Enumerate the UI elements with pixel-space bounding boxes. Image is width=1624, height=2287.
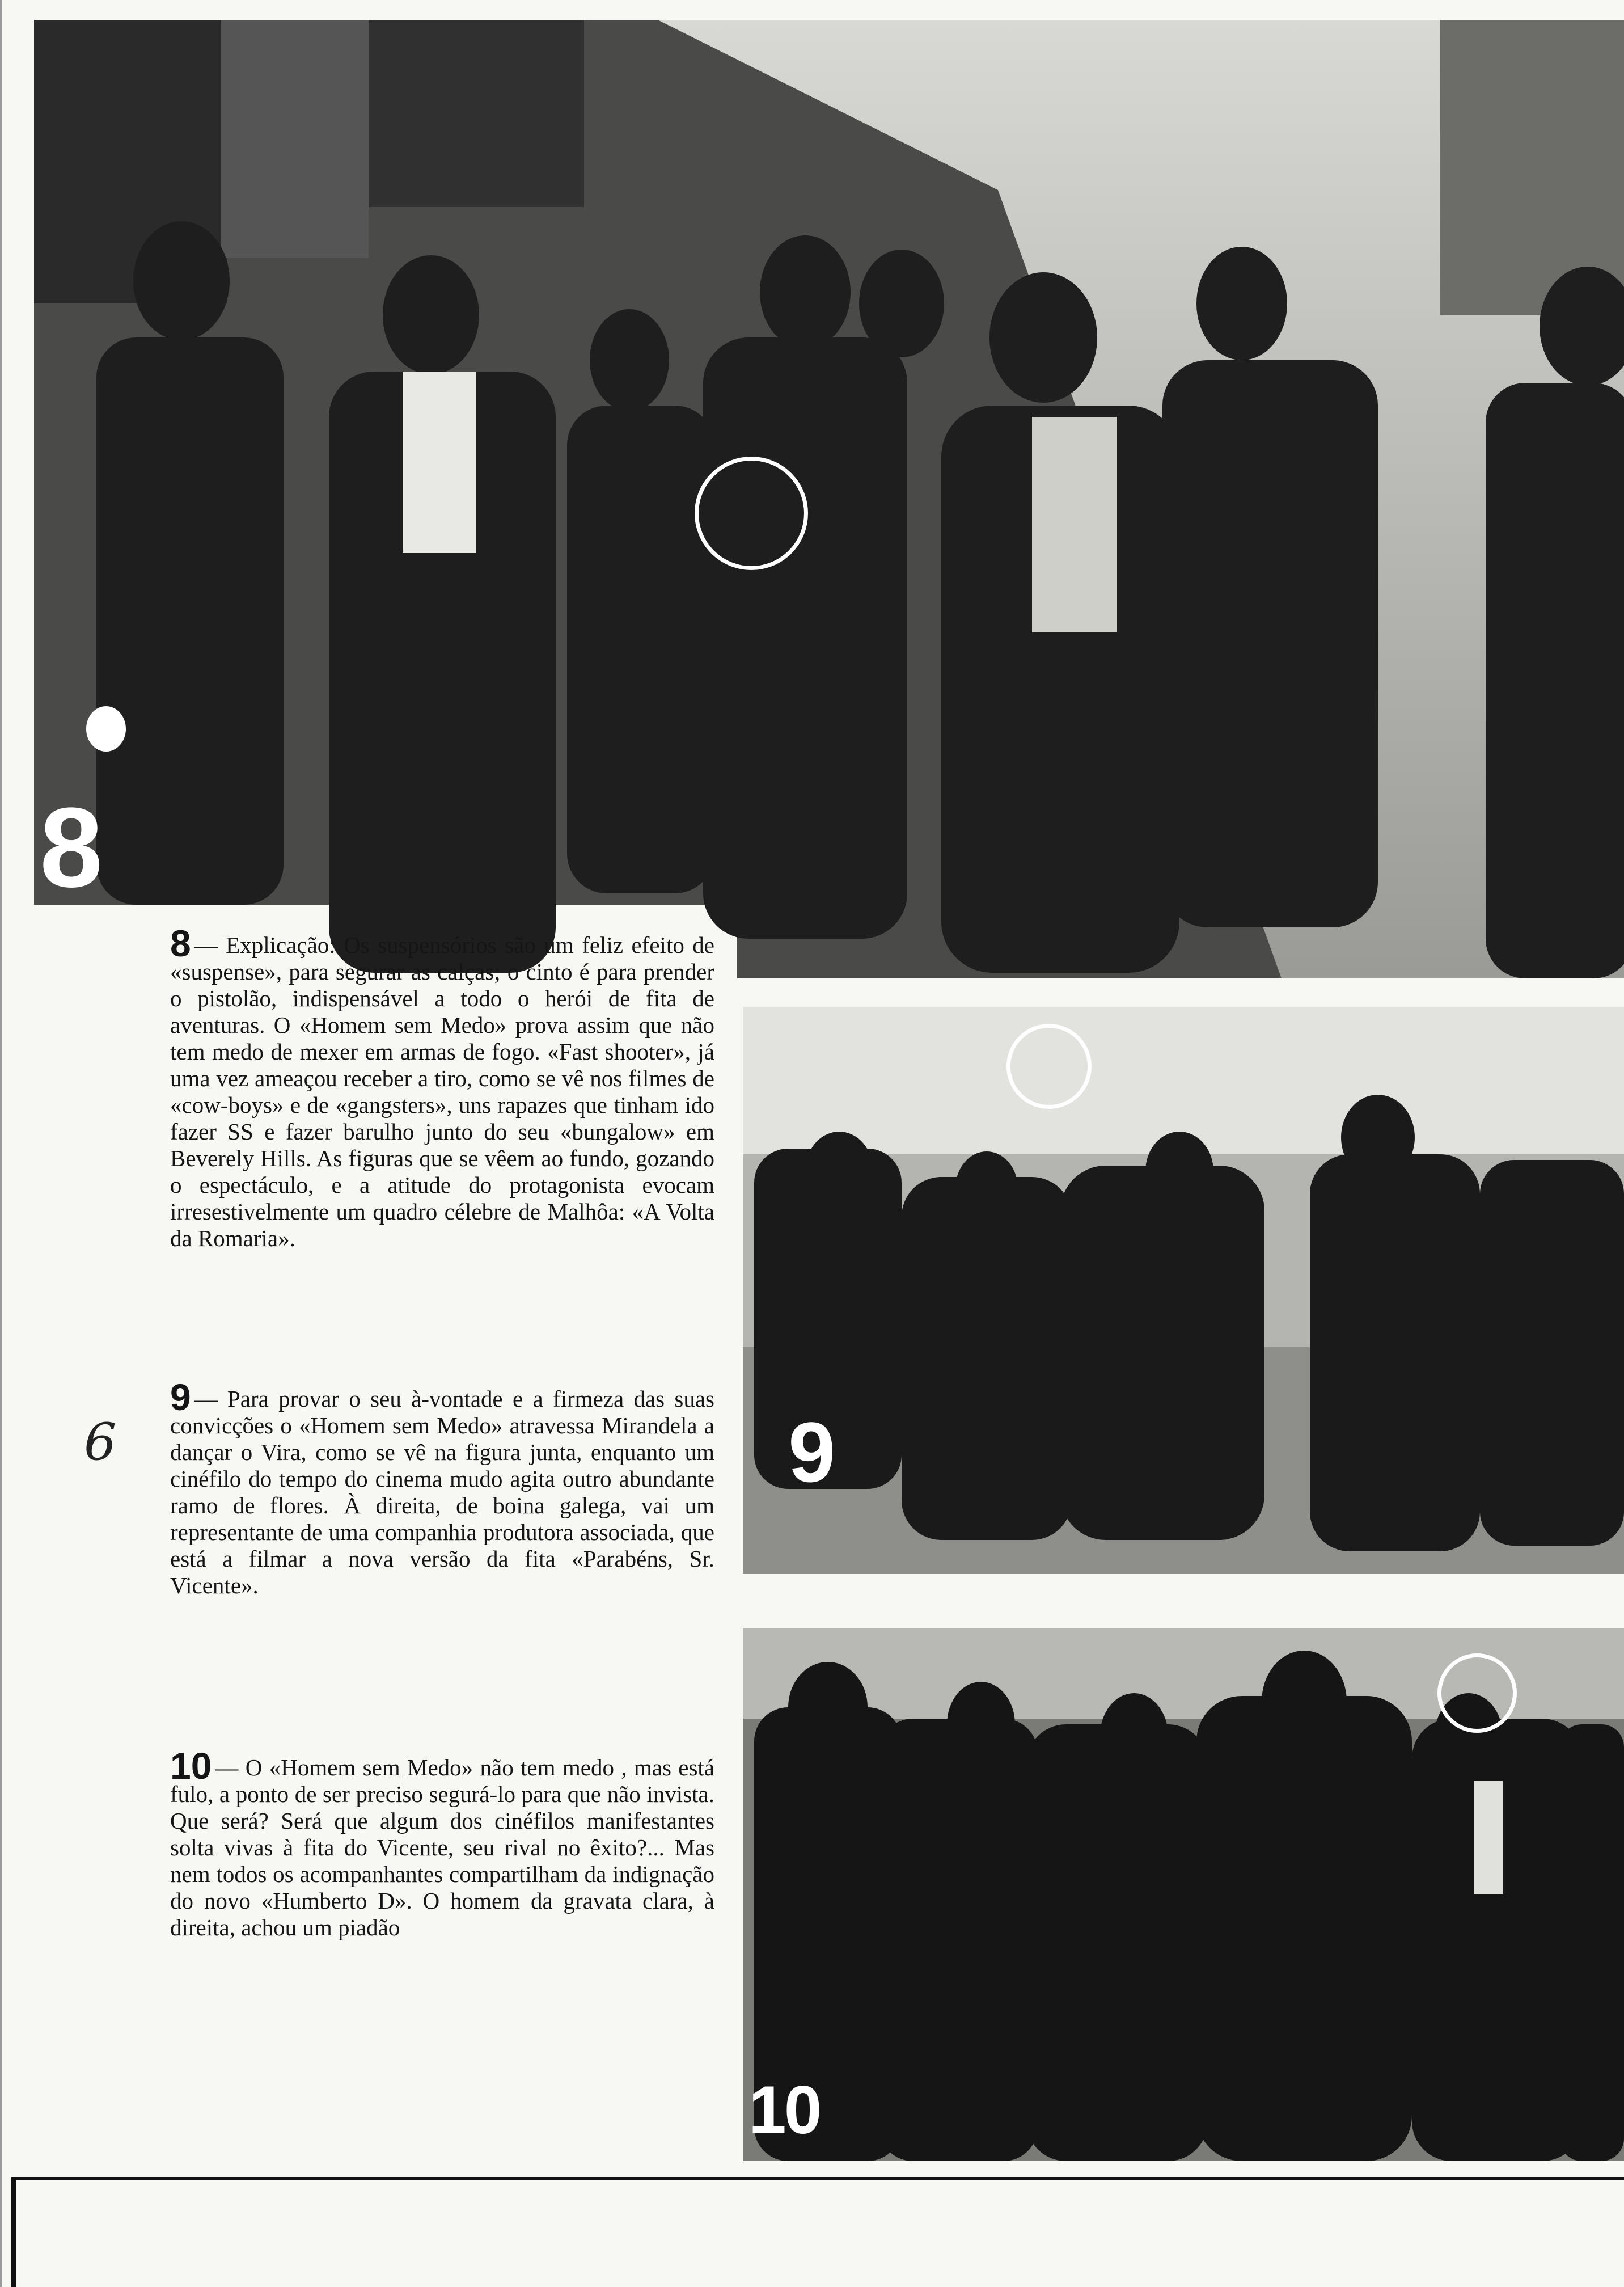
caption-9-text: — Para provar o seu à-vontade e a firmeza das suas convicções o «Homem sem Medo» atravessa Mirandela a dançar o Vira, como se vê na figura junta, enquanto um cinéfilo do tempo do cinema mudo agita outro abundante ramo de flores. À direita, de boina galega, vai um representante de uma companhia produtora associada, que está a filmar a nova versão da fita «Parabéns, Sr. Vicente». <box>170 1386 714 1598</box>
highlight-dot <box>86 706 126 752</box>
caption-10-text: — O «Homem sem Medo» não tem medo , mas está fulo, a ponto de ser preciso segurá-lo para que não invista. Que será? Será que algum dos cinéfilos manifestantes solta vivas à fita do Vicente, seu rival no êxito?... Mas nem todos os acompanhantes compartilham da indignação do novo «Humberto D». O homem da gravata clara, à direita, achou um piadão <box>170 1754 714 1940</box>
highlight-circle-flowers <box>1006 1024 1092 1109</box>
photo-8-number: 8 <box>40 784 101 911</box>
left-vertical-rule <box>11 2178 16 2287</box>
photo-10-number: 10 <box>748 2072 820 2148</box>
highlight-circle-pistol <box>695 457 808 570</box>
bottom-horizontal-rule <box>11 2177 1624 2180</box>
caption-8-text: — Explicação: Os suspensórios são um feliz efeito de «suspense», para segurar as calças; o cinto é para prender o pistolão, indispensável a todo o herói de fita de aventuras. O «Homem sem Medo» prova assim que não tem medo de mexer em armas de fogo. «Fast shooter», já uma vez ameaçou receber a tiro, como se vê nos filmes de «cow-boys» e de «gangsters», uns rapazes que tinham ido fazer SS e fazer barulho junto do seu «bungalow» em Beverely Hills. As figuras que se vêem ao fundo, gozando o espectáculo, e a atitude do protagonista evocam irresestivelmente um quadro célebre de Malhôa: «A Volta da Romaria». <box>170 932 714 1251</box>
caption-8 <box>170 922 714 1252</box>
caption-9-number: 9 <box>170 1376 191 1418</box>
caption-10 <box>170 1745 714 1941</box>
photo-9-number: 9 <box>788 1404 834 1500</box>
left-page-edge <box>0 0 2 2287</box>
caption-10-number: 10 <box>170 1745 212 1787</box>
photo-9-scene <box>743 1007 1624 1574</box>
caption-8-number: 8 <box>170 922 191 964</box>
caption-9 <box>170 1376 714 1599</box>
margin-handwritten-mark: 6 <box>84 1412 117 1472</box>
photo-10 <box>743 1628 1624 2161</box>
highlight-circle-light-tie <box>1437 1653 1517 1733</box>
photo-9 <box>743 1007 1624 1574</box>
photo-8-scene <box>34 20 1624 978</box>
photo-8 <box>34 20 1624 978</box>
